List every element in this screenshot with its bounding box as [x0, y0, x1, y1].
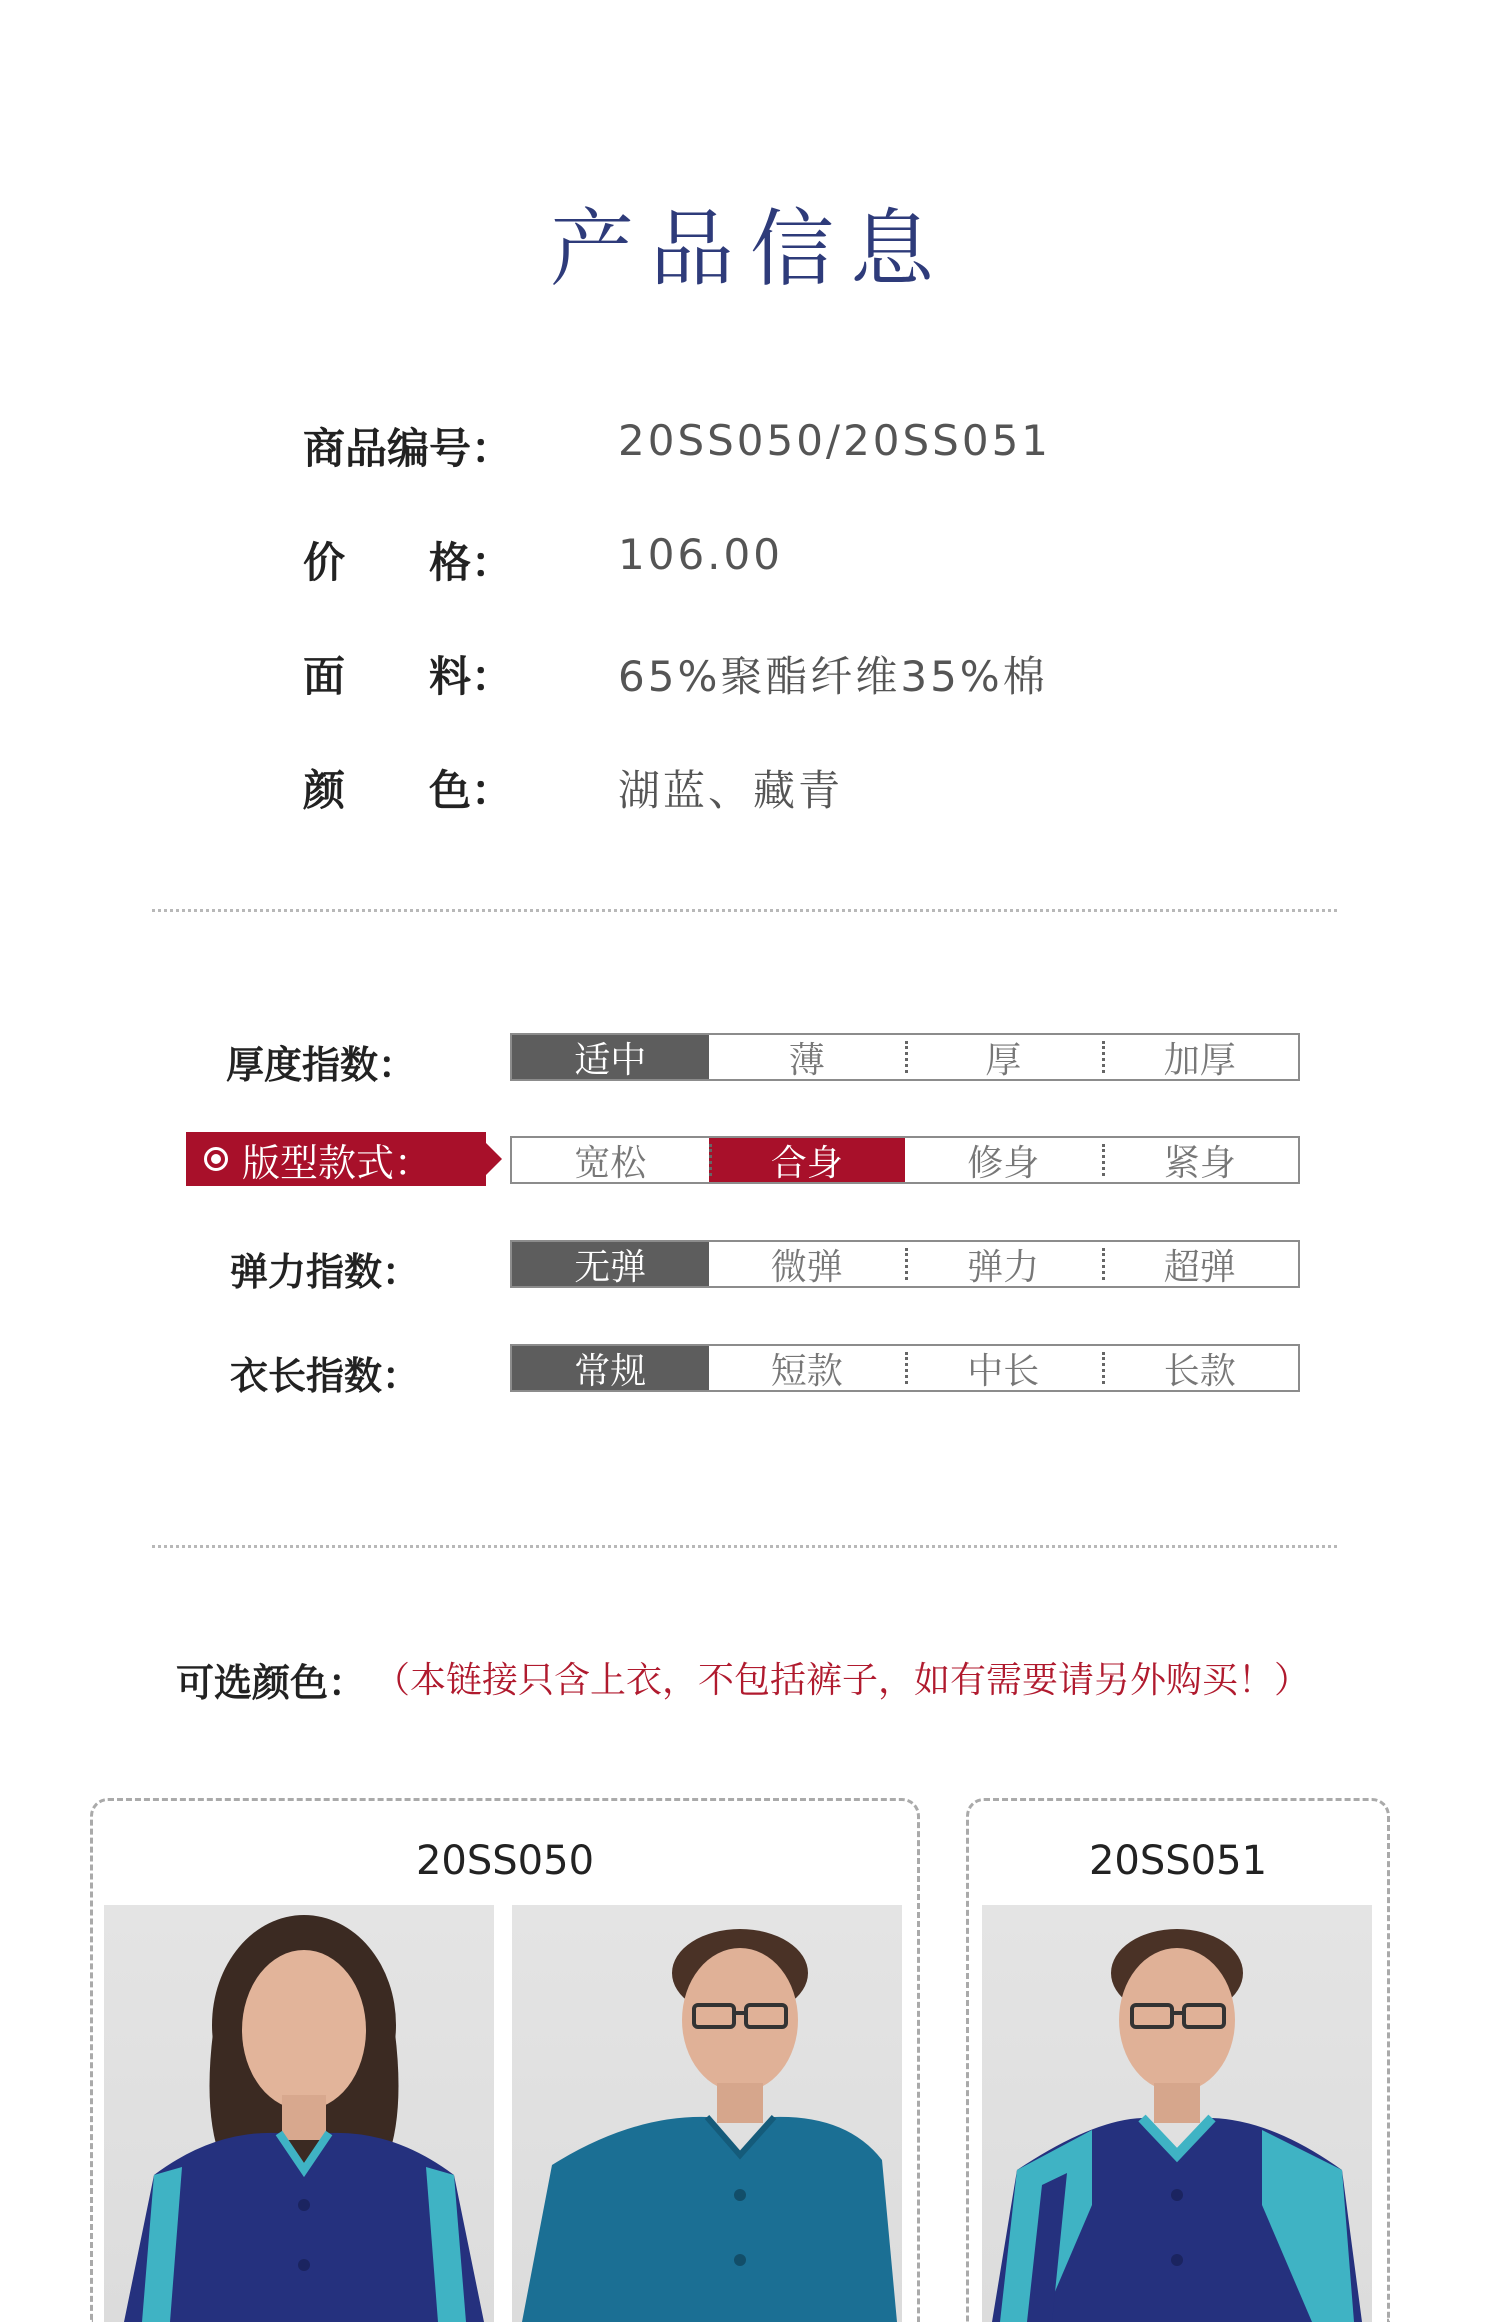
- code-value: 20SS050/20SS051: [618, 416, 1052, 465]
- variant-code: 20SS050: [415, 1838, 595, 1884]
- variant-code: 20SS051: [1088, 1838, 1268, 1884]
- elasticity-option[interactable]: 超弹: [1102, 1242, 1299, 1286]
- fit-option[interactable]: 合身: [709, 1138, 906, 1182]
- thickness-label: 厚度指数：: [226, 1043, 417, 1087]
- fit-label: 版型款式：: [242, 1140, 433, 1185]
- model-photo-woman: [104, 1905, 494, 2322]
- length-option[interactable]: 常规: [512, 1346, 709, 1390]
- elasticity-option[interactable]: 弹力: [905, 1242, 1102, 1286]
- price-label: 价 格：: [303, 538, 514, 587]
- page-title: 产品信息: [549, 200, 950, 298]
- divider: [152, 1545, 1337, 1548]
- fit-label-tag: [186, 1132, 486, 1186]
- length-option[interactable]: 中长: [905, 1346, 1102, 1390]
- thickness-option[interactable]: 厚: [905, 1035, 1102, 1079]
- elasticity-label: 弹力指数：: [230, 1250, 421, 1294]
- fit-option[interactable]: 紧身: [1102, 1138, 1299, 1182]
- divider: [152, 909, 1337, 912]
- elasticity-option[interactable]: 无弹: [512, 1242, 709, 1286]
- model-photo-man-navy: [982, 1905, 1372, 2322]
- model-photo-man-lake-blue: [512, 1905, 902, 2322]
- elasticity-option[interactable]: 微弹: [770, 1246, 843, 1288]
- code-label: 商品编号：: [303, 424, 514, 473]
- color-value: 湖蓝、藏青: [618, 766, 844, 815]
- fit-option[interactable]: 宽松: [574, 1142, 647, 1184]
- colors-note: （本链接只含上衣，不包括裤子，如有需要请另外购买！）: [374, 1660, 1311, 1701]
- length-label: 衣长指数：: [230, 1354, 421, 1398]
- thickness-option[interactable]: 加厚: [1102, 1035, 1299, 1079]
- length-option[interactable]: 短款: [770, 1350, 843, 1392]
- elasticity-scale: [510, 1240, 1300, 1288]
- color-label: 颜 色：: [303, 766, 514, 815]
- length-option[interactable]: 长款: [1102, 1346, 1299, 1390]
- colors-heading: 可选颜色：: [176, 1661, 367, 1705]
- thickness-option[interactable]: 薄: [788, 1039, 825, 1081]
- thickness-scale: [510, 1033, 1300, 1081]
- fabric-value: 65%聚酯纤维35%棉: [618, 652, 1048, 701]
- thickness-option[interactable]: 适中: [512, 1035, 709, 1079]
- target-icon: [204, 1147, 228, 1171]
- length-scale: [510, 1344, 1300, 1392]
- fit-scale: [510, 1136, 1300, 1184]
- fabric-label: 面 料：: [303, 652, 514, 701]
- fit-option[interactable]: 修身: [967, 1142, 1040, 1184]
- price-value: 106.00: [618, 530, 783, 579]
